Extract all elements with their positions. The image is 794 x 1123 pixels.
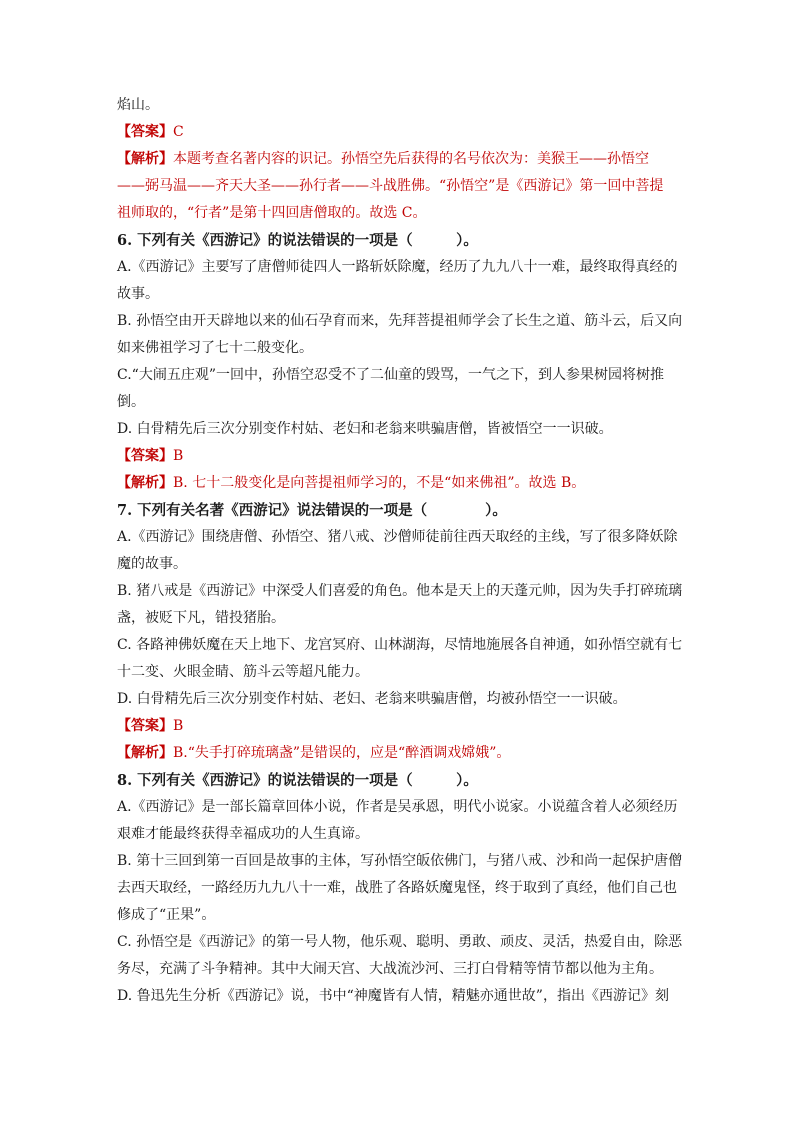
analysis-text: 本题考查名著内容的识记。孙悟空先后获得的名号依次为：美猴王——孙悟空: [173, 151, 649, 167]
q8-option-b-3: 修成了“正果”。: [117, 907, 216, 923]
answer-tag: 【答案】: [117, 124, 173, 140]
answer-tag: 【答案】: [117, 718, 173, 734]
analysis-tag: 【解析】: [117, 745, 173, 761]
q8-option-b-2: 去西天取经，一路经历九九八十一难，战胜了各路妖魔鬼怪，终于取到了真经，他们自己也: [117, 880, 677, 896]
q8-question: 8. 下列有关《西游记》的说法错误的一项是（ ）。: [117, 772, 478, 789]
q7-question: 7. 下列有关名著《西游记》说法错误的一项是（ ）。: [117, 502, 507, 519]
q6-option-a-1: A.《西游记》主要写了唐僧师徒四人一路斩妖除魔，经历了九九八十一难，最终取得真经的: [117, 259, 678, 275]
answer-value: B: [173, 718, 184, 734]
q6-option-d-1: D. 白骨精先后三次分别变作村姑、老妇和老翁来哄骗唐僧，皆被悟空一一识破。: [117, 421, 613, 437]
intro-line: 焰山。: [117, 97, 159, 113]
q7-option-c-2: 十二变、火眼金睛、筋斗云等超凡能力。: [117, 664, 369, 680]
q6-answer: [117, 443, 677, 470]
q6-option-a-2: 故事。: [117, 286, 159, 302]
q7-option-a-2: 魔的故事。: [117, 556, 187, 572]
q7-option-a-1: A.《西游记》围绕唐僧、孙悟空、猪八戒、沙僧师徒前往西天取经的主线，写了很多降妖除: [117, 529, 678, 545]
q6-question: 6. 下列有关《西游记》的说法错误的一项是（ ）。: [117, 232, 478, 249]
q6-analysis: [117, 470, 677, 497]
q7-option-d-1: D. 白骨精先后三次分别变作村姑、老妇、老翁来哄骗唐僧，均被孙悟空一一识破。: [117, 691, 627, 707]
q5-analysis-line-2: ——弼马温——齐天大圣——孙行者——斗战胜佛。“孙悟空”是《西游记》第一回中菩提: [117, 178, 664, 194]
q8-option-a-1: A.《西游记》是一部长篇章回体小说，作者是吴承恩，明代小说家。小说蕴含着人必须经历: [117, 799, 678, 815]
q7-answer: [117, 713, 677, 740]
q6-option-c-1: C.“大闹五庄观”一回中，孙悟空忍受不了二仙童的毁骂，一气之下，到人参果树园将树推: [117, 367, 664, 383]
q8-option-d-1: D. 鲁迅先生分析《西游记》说，书中“神魔皆有人情，精魅亦通世故”，指出《西游记》刻: [117, 988, 669, 1004]
answer-value: C: [173, 124, 184, 140]
analysis-tag: 【解析】: [117, 151, 173, 167]
q5-analysis-line-1: [117, 146, 677, 173]
q7-analysis: [117, 740, 677, 767]
answer-tag: 【答案】: [117, 448, 173, 464]
q7-option-b-1: B. 猪八戒是《西游记》中深受人们喜爱的角色。他本是天上的天蓬元帅，因为失手打碎琉璃: [117, 583, 683, 599]
document-page: [117, 92, 683, 1010]
analysis-text: B.“失手打碎琉璃盏”是错误的，应是“醉酒调戏嫦娥”。: [173, 745, 511, 761]
q8-option-c-1: C. 孙悟空是《西游记》的第一号人物，他乐观、聪明、勇敢、顽皮、灵活，热爱自由，除恶: [117, 934, 683, 950]
q6-option-c-2: 倒。: [117, 394, 145, 410]
analysis-text: B. 七十二般变化是向菩提祖师学习的，不是“如来佛祖”。故选 B。: [173, 475, 586, 491]
q6-option-b-1: B. 孙悟空由开天辟地以来的仙石孕育而来，先拜菩提祖师学会了长生之道、筋斗云，后又向: [117, 313, 683, 329]
q6-option-b-2: 如来佛祖学习了七十二般变化。: [117, 340, 313, 356]
q5-answer: [117, 119, 677, 146]
analysis-tag: 【解析】: [117, 475, 173, 491]
q8-option-a-2: 艰难才能最终获得幸福成功的人生真谛。: [117, 826, 369, 842]
q7-option-c-1: C. 各路神佛妖魔在天上地下、龙宫冥府、山林湖海，尽情地施展各自神通，如孙悟空就有七: [117, 637, 683, 653]
answer-value: B: [173, 448, 184, 464]
q8-option-c-2: 务尽，充满了斗争精神。其中大闹天宫、大战流沙河、三打白骨精等情节都以他为主角。: [117, 961, 663, 977]
q8-option-b-1: B. 第十三回到第一百回是故事的主体，写孙悟空皈依佛门，与猪八戒、沙和尚一起保护唐僧: [117, 853, 683, 869]
q5-analysis-line-3: 祖师取的，“行者”是第十四回唐僧取的。故选 C。: [117, 205, 427, 221]
q7-option-b-2: 盏，被贬下凡，错投猪胎。: [117, 610, 285, 626]
